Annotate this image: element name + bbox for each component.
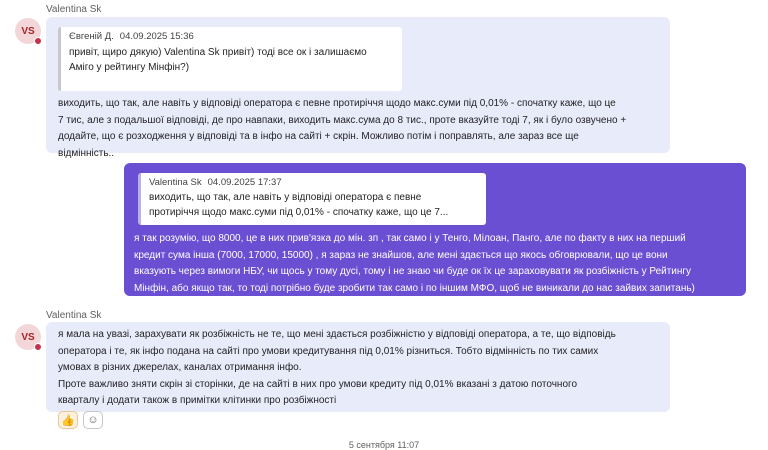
message-bubble[interactable] (46, 17, 670, 159)
message-line: додайте, що є розходження у відповіді та в інфо на сайті + скрін. Можливо потім і поправлять, але зараз все ще (58, 131, 579, 142)
sender-name: Valentina Sk (46, 310, 102, 321)
thumbs-up-icon[interactable]: 👍 (58, 411, 78, 429)
reactions-bar (58, 411, 103, 429)
message-line: кредит сума інша (7000, 17000, 15000) , я зараз не знайшов, але мені здається що якось обговрювали, що це вони (134, 249, 668, 261)
quoted-message[interactable] (138, 173, 486, 225)
message-bubble-own[interactable] (124, 163, 746, 296)
quote-author: Valentina Sk (149, 177, 202, 188)
message-line: я мала на увазі, зарахувати як розбіжність не те, що мені здається розбіжністю у відповіді оператора, а те, що відповідь (58, 329, 616, 340)
quote-line: протиріччя щодо макс.суми під 0,01% - спочатку каже, що це 7... (149, 207, 449, 218)
message-line: кварталу і додати також в примітки клітинки про розбіжності (58, 395, 337, 406)
presence-busy-icon (34, 343, 42, 351)
message-line: я так розумію, що 8000, це в них прив'язка до мін. зп , так само і у Тенго, Мілоан, Панго, але по факту в них на перший (134, 233, 686, 244)
message-line: відмінність.. (58, 147, 115, 159)
message-text (58, 96, 664, 162)
message-line: вказують через вимоги НБУ, чи щось у тому дусі, тому і не знаю чи буде ок їх це зараховувати як розбіжність у Рейтингу (134, 266, 692, 277)
message-line: виходить, що так, але навіть у відповіді оператора є певне протиріччя щодо макс.суми під 0,01% - спочатку каже, що це (58, 98, 616, 109)
avatar-initials: VS (21, 25, 35, 37)
sender-name: Valentina Sk (46, 4, 102, 15)
message-line: Мінфін, або якщо так, то тоді потрібно буде зробити так само і по іншим МФО, щоб не виникали до нас зайвих запитань) (134, 282, 695, 294)
quote-line: виходить, що так, але навіть у відповіді оператора є певне (149, 192, 422, 203)
quote-time: 04.09.2025 15:36 (119, 31, 194, 42)
message-bubble[interactable] (46, 322, 670, 412)
quote-line: Аміго у рейтингу Мінфін?) (69, 62, 190, 73)
message-line: умовах в різних джерелах, каналах отримання інфо. (58, 362, 302, 373)
quote-author: Євгеній Д. (69, 31, 114, 42)
avatar-initials: VS (21, 331, 35, 343)
message-line: оператора і те, як інфо подана на сайті про умови кредитування під 0,01% різниться. Тобто відмінність по тих самих (58, 345, 599, 357)
quote-time: 04.09.2025 17:37 (207, 177, 282, 188)
message-line: Проте важливо зняти скрін зі сторінки, де на сайті в них про умови кредиту під 0,01% вказані з датою поточного (58, 378, 578, 390)
presence-busy-icon (34, 37, 42, 45)
date-separator: 5 сентября 11:07 (348, 440, 420, 450)
add-reaction-icon[interactable]: ☺ (83, 411, 103, 429)
quote-line: привіт, щиро дякую) Valentina Sk привіт) тоді все ок і залишаємо (69, 47, 367, 58)
avatar[interactable] (15, 18, 41, 44)
message-line: 7 тис, але з подальшої відповіді, де про навпаки, виходить макс.сума до 8 тис., проте вказуйте тоді 7, як і було озвучено + (58, 114, 627, 126)
message-text (134, 231, 742, 297)
quoted-message[interactable] (58, 27, 402, 91)
message-text (58, 327, 664, 410)
avatar[interactable] (15, 324, 41, 350)
